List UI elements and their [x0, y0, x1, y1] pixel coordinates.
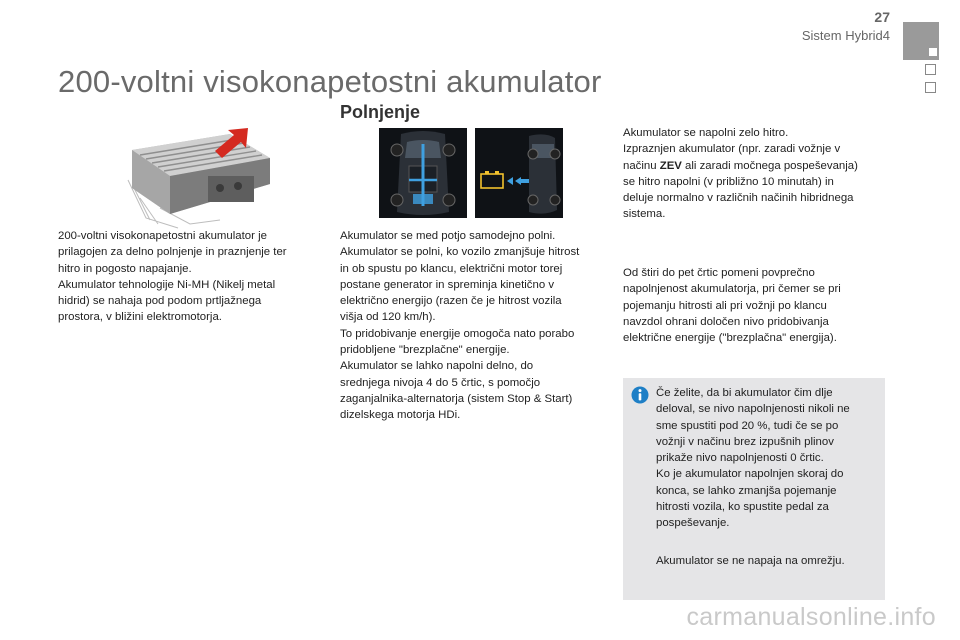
intro-paragraph: 200-voltni visokonapetostni akumulator je prilagojen za delno polnjenje in praznjenje ter hitro in pogosto napajanje. Akumulator tehnologije Ni-MH (Nikelj metal hidrid) se nahaja pod podom prtljažnega prostora, v bližini elektromotorja. [58, 230, 287, 324]
info-text: Če želite, da bi akumulator čim dlje deloval, se nivo napolnjenosti nikoli ne sme spustiti pod 20 %, tudi če se po vožnji v načinu brez izpušnih plinov prikaže nivo napolnjenosti 0 črtic. Ko je akumulator napolnjen skoraj do konca, se lahko zmanjša pojemanje hitrosti vozila, ko spustite pedal za pospeševanje. [656, 387, 850, 530]
fast-charge-paragraph [623, 125, 893, 223]
info-icon [631, 386, 649, 404]
chapter-tab [903, 22, 939, 60]
fast-charge-text-cont: ali zaradi močnega pospeševanja) se hitro napolni (v približno 10 minutah) in deluje normalno v različnih načinih hibridnega sistema. [623, 159, 858, 221]
section-subtitle: Polnjenje [340, 102, 421, 122]
chapter-tab-outline [925, 82, 936, 93]
battery-charge-photo [475, 128, 563, 218]
charging-paragraph: Akumulator se med potjo samodejno polni. Akumulator se polni, ko vozilo zmanjšuje hitrost in ob spustu po klancu, električni motor torej postane generator in spreminja kinetično v električno energijo (razen če je hitrost vozila višja od 120 km/h). To pridobivanje energije omogoča nato porabo pridobljene "brezplačne" energije. Akumulator se lahko napolni delno, do srednjega nivoja 4 do 5 črtic, s pomočjo zaganjalnika-alternatorja (sistem Stop & Start) dizelskega motorja HDi. [340, 230, 580, 422]
info-box [623, 378, 885, 600]
level-paragraph: Od štiri do pet črtic pomeni povprečno napolnjenost akumulatorja, pri čemer se pri pojemanju hitrosti ali pri vožnji po klancu navzdol ohrani določen nivo pridobivanja električne energije ("brezplačna" energija). [623, 267, 841, 345]
fast-charge-text: Akumulator se napolni zelo hitro. Izpraznjen akumulator (npr. zaradi vožnje v načinu [623, 127, 841, 172]
watermark: carmanualsonline.info [686, 603, 936, 631]
battery-illustration [120, 128, 280, 230]
chapter-tab-outline [925, 64, 936, 75]
hybrid-flow-photo [379, 128, 467, 218]
page-title: 200-voltni visokonapetostni akumulator [58, 64, 602, 99]
zev-label: ZEV [659, 159, 682, 172]
info-note: Akumulator se ne napaja na omrežju. [656, 555, 845, 567]
page-number: 27 [874, 9, 890, 25]
section-name: Sistem Hybrid4 [801, 28, 890, 43]
